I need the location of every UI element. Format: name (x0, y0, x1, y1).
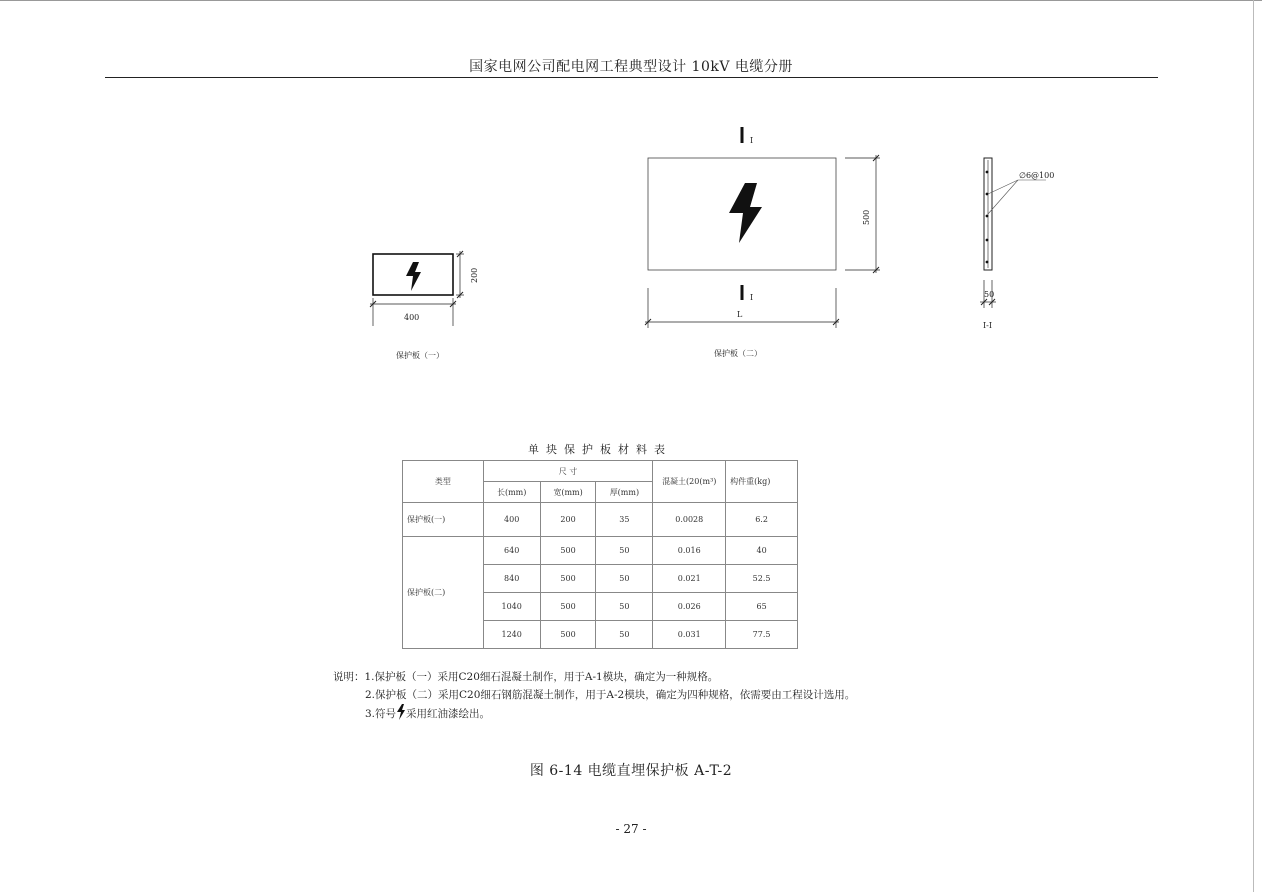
cell-weight: 77.5 (726, 621, 798, 649)
cell-width: 500 (540, 621, 596, 649)
section-mark-top-label: I (750, 136, 754, 145)
cell-weight: 52.5 (726, 565, 798, 593)
plate2-height-dim: 500 (862, 209, 871, 225)
cell-thickness: 50 (596, 593, 653, 621)
header-size: 尺 寸 (483, 461, 653, 482)
cell-thickness: 50 (596, 537, 653, 565)
cell-thickness: 50 (596, 565, 653, 593)
cell-thickness: 50 (596, 621, 653, 649)
plate2-outline (648, 158, 836, 270)
header-width: 宽(mm) (540, 482, 596, 503)
section-mark-bottom-label: I (750, 293, 754, 302)
note-2: 2.保护板（二）采用C20细石钢筋混凝土制作，用于A-2模块，确定为四种规格，依需要由工程设计选用。 (365, 689, 856, 701)
plate2-drawing (645, 127, 880, 358)
cell-weight: 40 (726, 537, 798, 565)
plate2-caption: 保护板（二） (714, 349, 762, 358)
cell-length: 1040 (483, 593, 540, 621)
cell-type: 保护板(一) (403, 503, 484, 537)
cell-length: 840 (483, 565, 540, 593)
cell-length: 640 (483, 537, 540, 565)
header-thickness: 厚(mm) (596, 482, 653, 503)
cell-thickness: 35 (596, 503, 653, 537)
plate2-lightning-icon (729, 183, 762, 243)
cell-length: 1240 (483, 621, 540, 649)
header-type: 类型 (403, 461, 484, 503)
plate1-caption: 保护板（一） (396, 351, 444, 360)
cell-width: 500 (540, 537, 596, 565)
cell-width: 200 (540, 503, 596, 537)
header-weight: 构件重(kg) (726, 461, 798, 503)
page-header: 国家电网公司配电网工程典型设计 10kV 电缆分册 (469, 59, 793, 75)
header-length: 长(mm) (483, 482, 540, 503)
lightning-icon (396, 704, 406, 720)
cell-weight: 6.2 (726, 503, 798, 537)
cell-concrete: 0.031 (653, 621, 726, 649)
notes-prefix: 说明： (333, 671, 365, 683)
cell-concrete: 0.026 (653, 593, 726, 621)
plate1-width-dim: 400 (404, 313, 420, 322)
table-row (403, 537, 798, 565)
plate1-drawing (370, 251, 479, 360)
cell-concrete: 0.0028 (653, 503, 726, 537)
section-mark-top (741, 127, 744, 143)
note-1: 说明：1.保护板（一）采用C20细石混凝土制作，用于A-1模块，确定为一种规格。 (333, 671, 719, 683)
plate1-lightning-icon (406, 262, 421, 291)
cell-width: 500 (540, 565, 596, 593)
table-title: 单块保护板材料表 (528, 443, 672, 456)
rebar-label: ∅6@100 (1019, 171, 1055, 180)
section-mark-bottom (741, 285, 744, 300)
plate2-length-dim: L (737, 310, 743, 319)
section-thickness-dim: 50 (984, 290, 995, 299)
material-table (402, 460, 798, 649)
cell-width: 500 (540, 593, 596, 621)
section-drawing (980, 158, 1054, 330)
figure-caption: 图 6-14 电缆直埋保护板 A-T-2 (529, 763, 733, 779)
header-concrete: 混凝土(20(m³) (653, 461, 726, 503)
cell-length: 400 (483, 503, 540, 537)
cell-concrete: 0.016 (653, 537, 726, 565)
plate1-height-dim: 200 (470, 267, 479, 283)
cell-type: 保护板(二) (403, 537, 484, 649)
cell-weight: 65 (726, 593, 798, 621)
section-label: I-I (983, 321, 993, 330)
note-3: 3.符号 采用红油漆绘出。 (333, 704, 855, 723)
page-number: - 27 - (615, 822, 647, 836)
table-row (403, 503, 798, 537)
cell-concrete: 0.021 (653, 565, 726, 593)
notes (333, 668, 855, 723)
